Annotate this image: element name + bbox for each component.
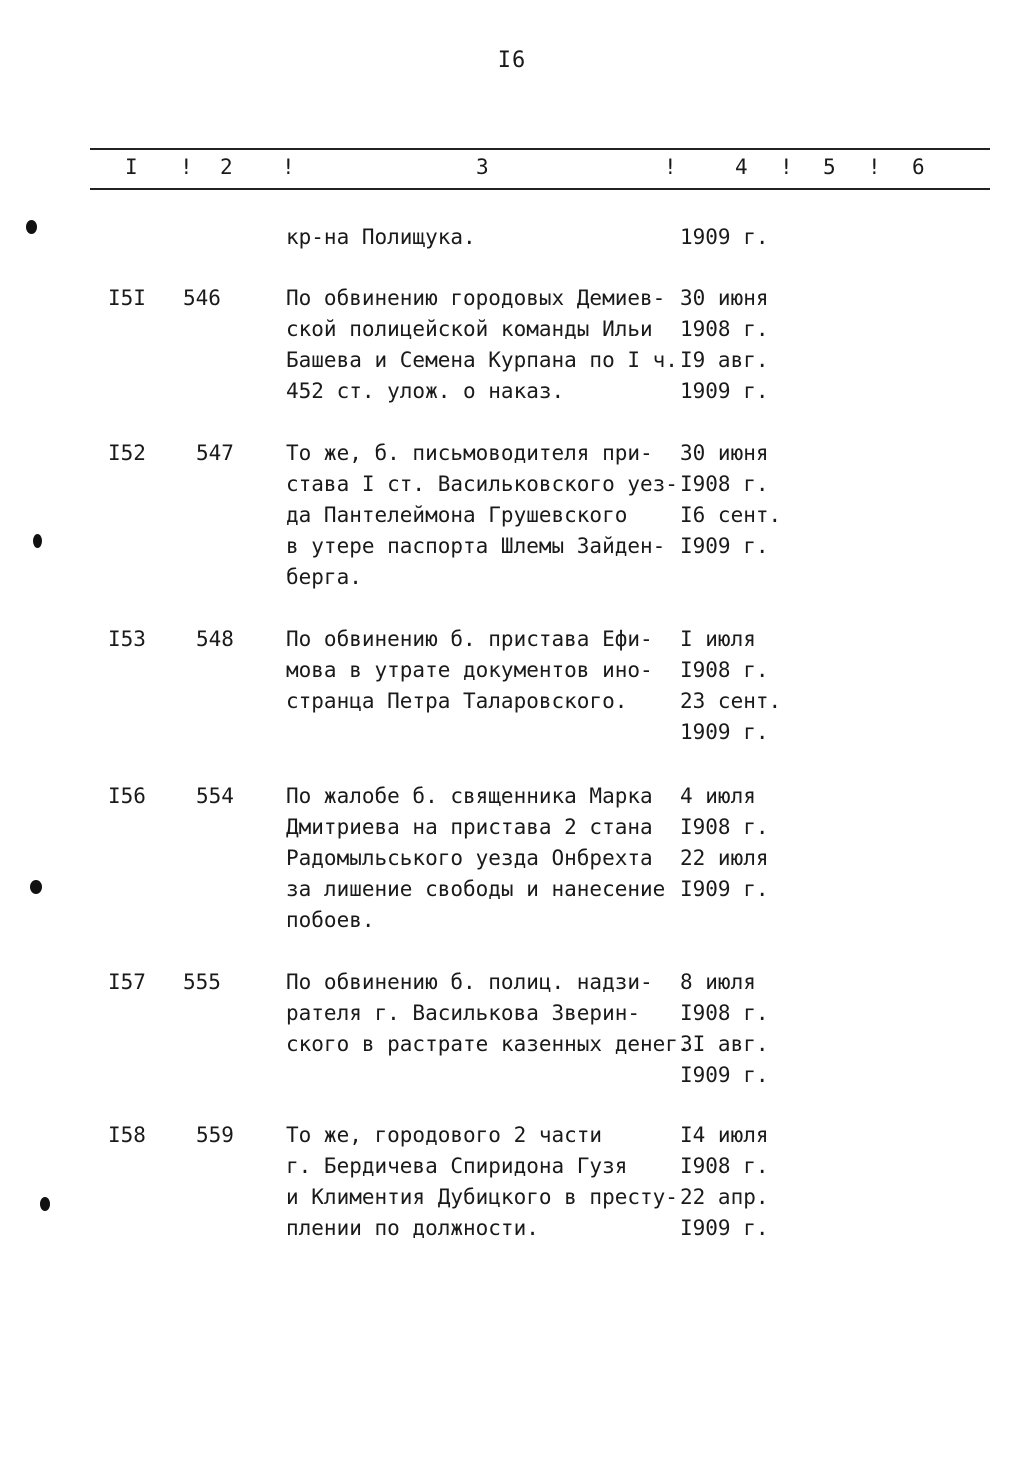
description-line: То же, б. письмоводителя при- — [286, 441, 653, 465]
date-line: 30 июня — [680, 441, 769, 465]
date-line: 1909 г. — [680, 379, 769, 403]
description-line: г. Бердичева Спиридона Гузя — [286, 1154, 628, 1178]
date-line: 30 июня — [680, 286, 769, 310]
case-number: 559 — [196, 1123, 234, 1147]
binder-hole-mark — [26, 220, 37, 234]
binder-hole-mark — [40, 1197, 50, 1211]
entry-number: I57 — [108, 970, 146, 994]
description-line: рателя г. Василькова Зверин- — [286, 1001, 641, 1025]
date-line: 1908 г. — [680, 317, 769, 341]
date-line: I909 г. — [680, 1063, 769, 1087]
description-line: странца Петра Таларовского. — [286, 689, 628, 713]
binder-hole-mark — [30, 880, 42, 894]
page-number: I6 — [497, 48, 527, 73]
date-line: 4 июля — [680, 784, 756, 808]
date-line: I908 г. — [680, 1001, 769, 1025]
entry-number: I58 — [108, 1123, 146, 1147]
header-rule-bottom — [90, 188, 990, 190]
description-line: става I ст. Васильковского уез- — [286, 472, 678, 496]
date-line: 22 июля — [680, 846, 769, 870]
date-line: 1909 г. — [680, 225, 769, 249]
entry-number: I53 — [108, 627, 146, 651]
description-line: и Климентия Дубицкого в престу- — [286, 1185, 678, 1209]
description-line: По обвинению б. полиц. надзи- — [286, 970, 653, 994]
description-line: да Пантелеймона Грушевского — [286, 503, 628, 527]
case-number: 548 — [196, 627, 234, 651]
description-line: По обвинению б. пристава Ефи- — [286, 627, 653, 651]
date-line: 1909 г. — [680, 720, 769, 744]
column-header-3: 3 — [476, 155, 489, 179]
date-line: I908 г. — [680, 472, 769, 496]
date-line: I909 г. — [680, 877, 769, 901]
case-number: 555 — [183, 970, 221, 994]
column-header-1: I — [125, 155, 138, 179]
date-line: I6 сент. — [680, 503, 782, 527]
description-line: ской полицейской команды Ильи — [286, 317, 653, 341]
description-line: 452 ст. улож. о наказ. — [286, 379, 565, 403]
description-line: По жалобе б. священника Марка — [286, 784, 653, 808]
column-separator: ! — [868, 155, 881, 179]
date-line: 3I авг. — [680, 1032, 769, 1056]
date-line: 8 июля — [680, 970, 756, 994]
description-line: кр-на Полищука. — [286, 225, 476, 249]
date-line: I9 авг. — [680, 348, 769, 372]
case-number: 554 — [196, 784, 234, 808]
case-number: 546 — [183, 286, 221, 310]
entry-number: I56 — [108, 784, 146, 808]
header-rule-top — [90, 148, 990, 150]
column-header-6: 6 — [912, 155, 925, 179]
description-line: мова в утрате документов ино- — [286, 658, 653, 682]
description-line: ского в растрате казенных денег. — [286, 1032, 691, 1056]
date-line: I909 г. — [680, 534, 769, 558]
entry-number: I52 — [108, 441, 146, 465]
entry-number: I5I — [108, 286, 146, 310]
description-line: Башева и Семена Курпана по I ч. — [286, 348, 678, 372]
description-line: берга. — [286, 565, 362, 589]
date-line: I908 г. — [680, 1154, 769, 1178]
column-header-4: 4 — [735, 155, 748, 179]
description-line: По обвинению городовых Демиев- — [286, 286, 666, 310]
column-separator: ! — [780, 155, 793, 179]
date-line: 22 апр. — [680, 1185, 769, 1209]
column-header-5: 5 — [823, 155, 836, 179]
binder-hole-mark — [33, 534, 42, 548]
description-line: Дмитриева на пристава 2 стана — [286, 815, 653, 839]
description-line: плении по должности. — [286, 1216, 539, 1240]
description-line: за лишение свободы и нанесение — [286, 877, 666, 901]
column-header-2: 2 — [220, 155, 233, 179]
date-line: I909 г. — [680, 1216, 769, 1240]
date-line: I июля — [680, 627, 756, 651]
case-number: 547 — [196, 441, 234, 465]
description-line: побоев. — [286, 908, 375, 932]
column-separator: ! — [664, 155, 677, 179]
column-separator: ! — [282, 155, 295, 179]
date-line: I4 июля — [680, 1123, 769, 1147]
description-line: То же, городового 2 части — [286, 1123, 603, 1147]
description-line: в утере паспорта Шлемы Зайден- — [286, 534, 666, 558]
date-line: I908 г. — [680, 658, 769, 682]
column-separator: ! — [180, 155, 193, 179]
description-line: Радомыльського уезда Онбрехта — [286, 846, 653, 870]
date-line: 23 сент. — [680, 689, 782, 713]
date-line: I908 г. — [680, 815, 769, 839]
